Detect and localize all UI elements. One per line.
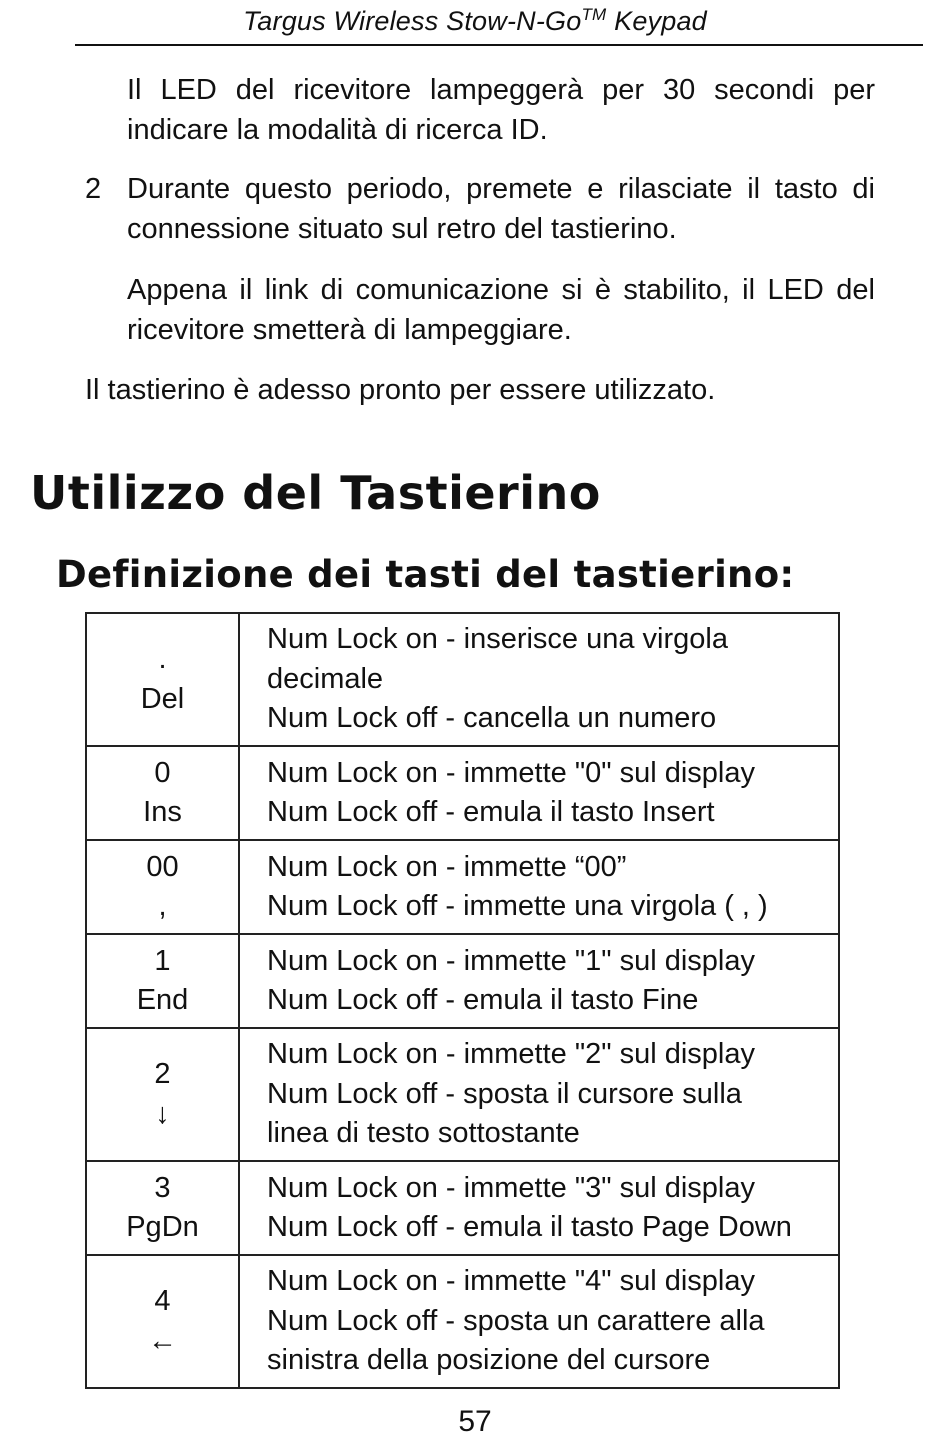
trademark-mark: TM xyxy=(581,5,607,24)
key-cell xyxy=(86,746,239,840)
header-suffix: Keypad xyxy=(614,6,707,36)
header-title: Targus Wireless Stow-N-Go xyxy=(243,6,582,36)
description-line: Num Lock off - emula il tasto Page Down xyxy=(267,1211,792,1243)
table-row xyxy=(86,840,839,934)
key-primary: 0 xyxy=(154,756,171,789)
key-cell xyxy=(86,1255,239,1388)
description-line: decimale xyxy=(267,662,384,695)
arrow-down-icon: ↓ xyxy=(155,1097,170,1130)
key-secondary: End xyxy=(136,984,189,1016)
table-row xyxy=(86,1028,839,1161)
description-cell xyxy=(239,934,839,1028)
header-rule xyxy=(75,44,923,46)
key-secondary: Ins xyxy=(143,796,182,828)
table-row xyxy=(86,1255,839,1388)
key-primary: 00 xyxy=(146,850,179,883)
description-cell xyxy=(239,1255,839,1388)
table-row xyxy=(86,746,839,840)
key-cell xyxy=(86,1161,239,1255)
key-cell xyxy=(86,613,239,746)
description-line: Num Lock off - sposta un carattere alla xyxy=(267,1304,765,1337)
key-cell xyxy=(86,840,239,934)
intro-paragraph-led: Il LED del ricevitore lampeggerà per 30 secondi per indicare la modalità di ricerca ID. xyxy=(127,74,875,146)
description-line: Num Lock on - immette “00” xyxy=(267,850,627,883)
key-cell xyxy=(86,1028,239,1161)
description-line: Num Lock off - emula il tasto Fine xyxy=(267,984,699,1016)
key-primary: 4 xyxy=(154,1285,171,1317)
key-primary: . xyxy=(158,643,167,675)
key-secondary: PgDn xyxy=(126,1211,199,1243)
page-header xyxy=(0,6,950,37)
description-line: Num Lock off - immette una virgola ( , ) xyxy=(267,890,768,922)
arrow-left-icon: ← xyxy=(148,1324,177,1357)
description-cell xyxy=(239,840,839,934)
description-cell xyxy=(239,1161,839,1255)
table-row xyxy=(86,1161,839,1255)
description-cell xyxy=(239,1028,839,1161)
description-line: Num Lock off - emula il tasto Insert xyxy=(267,796,715,828)
description-line: Num Lock on - immette "2" sul display xyxy=(267,1038,755,1071)
key-primary: 2 xyxy=(154,1058,171,1090)
description-line: Num Lock on - inserisce una virgola xyxy=(267,623,728,656)
table-row xyxy=(86,934,839,1028)
section-title: Utilizzo del Tastierino xyxy=(30,466,601,520)
key-definitions-table xyxy=(85,612,840,1389)
description-line: Num Lock on - immette "1" sul display xyxy=(267,944,755,977)
description-line: Num Lock on - immette "0" sul display xyxy=(267,756,755,789)
key-cell xyxy=(86,934,239,1028)
description-line: sinistra della posizione del cursore xyxy=(267,1344,711,1377)
step-number: 2 xyxy=(85,173,102,205)
subsection-title: Definizione dei tasti del tastierino: xyxy=(56,553,795,596)
description-line: Num Lock on - immette "3" sul display xyxy=(267,1171,755,1204)
description-line: Num Lock off - cancella un numero xyxy=(267,702,717,735)
key-primary: 3 xyxy=(154,1171,171,1204)
intro-paragraph-ready: Il tastierino è adesso pronto per essere utilizzato. xyxy=(85,374,716,406)
step-2-text: Durante questo periodo, premete e rilasciate il tasto di connessione situato sul retro del tastierino. xyxy=(127,173,875,245)
description-cell xyxy=(239,746,839,840)
description-cell xyxy=(239,613,839,746)
description-line: Num Lock off - sposta il cursore sulla xyxy=(267,1077,742,1110)
key-primary: 1 xyxy=(154,944,171,977)
page-number: 57 xyxy=(458,1405,492,1438)
table-row xyxy=(86,613,839,746)
description-line: linea di testo sottostante xyxy=(267,1117,580,1150)
intro-paragraph-link: Appena il link di comunicazione si è stabilito, il LED del ricevitore smetterà di lampeggiare. xyxy=(127,274,875,346)
key-secondary: , xyxy=(158,890,167,922)
description-line: Num Lock on - immette "4" sul display xyxy=(267,1265,755,1298)
key-secondary: Del xyxy=(140,682,185,715)
